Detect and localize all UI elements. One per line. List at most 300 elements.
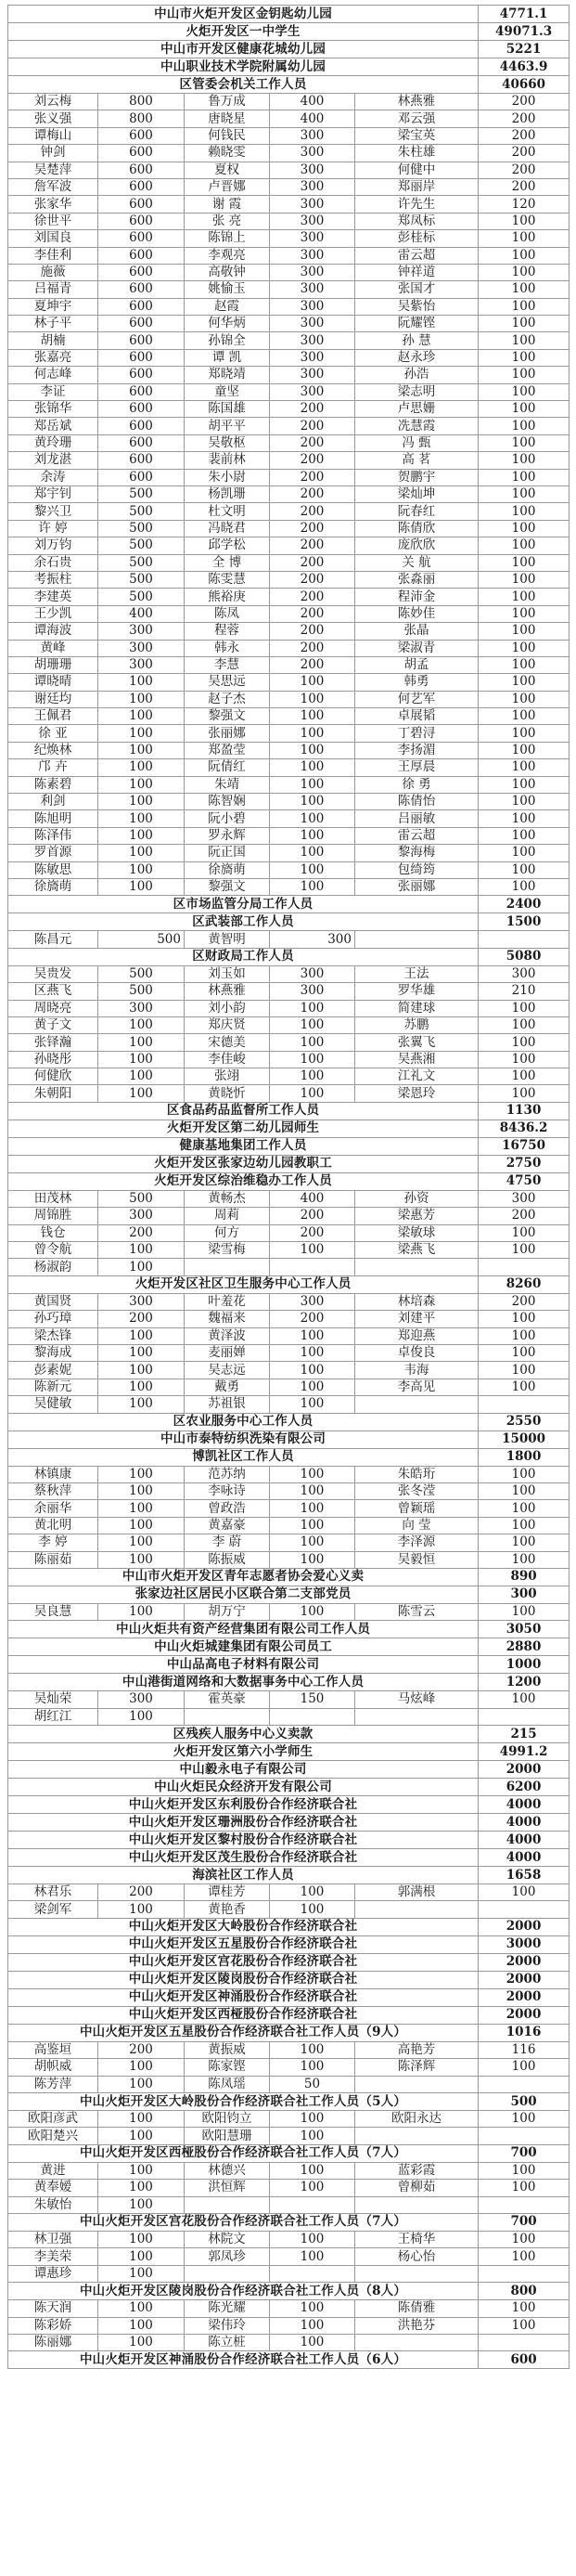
section-label: 区农业服务中心工作人员: [8, 1413, 479, 1430]
table-row: [8, 2041, 570, 2058]
donor-name-1: 陈新元: [8, 1379, 98, 1395]
donor-amount-1: 100: [98, 1708, 185, 1725]
table-row: [8, 94, 570, 110]
donor-amount-3: 200: [479, 162, 570, 178]
donor-amount-2: 200: [270, 520, 355, 537]
donor-amount-2: 100: [270, 827, 355, 844]
donor-name-3: 阮春红: [355, 503, 479, 520]
section-total: 2000: [479, 1971, 570, 1988]
donor-name-2: 李佳峻: [185, 1051, 270, 1068]
donor-name-3: 钟祥道: [355, 264, 479, 280]
table-row: [8, 1000, 570, 1016]
section-total: 1016: [479, 2024, 570, 2041]
table-row: [8, 708, 570, 725]
section-label: 张家边社区居民小区联合第二支部党员: [8, 1586, 479, 1603]
donor-amount-2: 300: [270, 127, 355, 144]
donor-name-3: [355, 2196, 479, 2213]
donor-amount-3: [479, 2128, 570, 2144]
donor-amount-3: 200: [479, 127, 570, 144]
section-row: [8, 23, 570, 41]
donor-name-1: 考振柱: [8, 571, 98, 588]
donor-amount-1: 600: [98, 469, 185, 485]
section-row: [8, 1413, 570, 1430]
donor-amount-1: 100: [98, 1396, 185, 1413]
donor-amount-1: 600: [98, 332, 185, 349]
donor-amount-2: 200: [270, 1311, 355, 1327]
section-label: 海滨社区工作人员: [8, 1867, 479, 1884]
donor-amount-2: 300: [270, 349, 355, 366]
donor-name-3: 梁燕飞: [355, 1242, 479, 1259]
donor-amount-3: 100: [479, 776, 570, 793]
donor-name-3: 孙 慧: [355, 332, 479, 349]
donation-table-body: [8, 6, 570, 2369]
donor-amount-2: 300: [270, 383, 355, 400]
table-row: [8, 965, 570, 982]
donor-name-1: 郑宇钊: [8, 485, 98, 502]
section-row: [8, 1275, 570, 1293]
donor-name-3: 卢思姗: [355, 401, 479, 418]
donor-amount-1: 600: [98, 418, 185, 434]
table-row: [8, 742, 570, 758]
table-row: [8, 1901, 570, 1918]
donor-name-1: 黎海成: [8, 1345, 98, 1362]
donor-name-2: 黄振威: [185, 2041, 270, 2058]
donor-amount-2: 200: [270, 452, 355, 469]
donor-amount-1: 600: [98, 434, 185, 451]
donor-name-2: 何钱民: [185, 127, 270, 144]
donor-amount-3: 100: [479, 434, 570, 451]
donor-amount-1: 100: [98, 2162, 185, 2179]
donor-name-2: 何方: [185, 1224, 270, 1241]
donor-amount-2: 100: [270, 1327, 355, 1344]
donor-amount-3: 200: [479, 178, 570, 195]
donor-name-3: 雷云超: [355, 247, 479, 264]
table-row: [8, 1051, 570, 1068]
donor-name-3: 陈妙佳: [355, 605, 479, 622]
donor-amount-1: 500: [98, 965, 185, 982]
section-label: 中山火炬开发区西桠股份合作经济联合社工作人员（7人）: [8, 2144, 479, 2162]
donor-name-2: 裴前林: [185, 452, 270, 469]
donor-name-2: 杨凯珊: [185, 485, 270, 502]
table-row: [8, 1311, 570, 1327]
donor-name-3: 郑迎燕: [355, 1327, 479, 1344]
table-row: [8, 1068, 570, 1085]
donor-name-2: 鲁万成: [185, 94, 270, 110]
donor-name-1: 陈旭明: [8, 810, 98, 827]
donor-name-2: 姚愉玉: [185, 281, 270, 298]
donor-name-2: 谢 霞: [185, 196, 270, 213]
donor-name-1: 朱敏怡: [8, 2196, 98, 2213]
donor-amount-1: 600: [98, 383, 185, 400]
donor-name-3: 郑丽岸: [355, 178, 479, 195]
donor-amount-1: 600: [98, 196, 185, 213]
section-row: [8, 1743, 570, 1761]
donor-amount-2: 200: [270, 640, 355, 656]
donor-name-1: 黄奉嫒: [8, 2180, 98, 2196]
donor-name-3: 林培森: [355, 1293, 479, 1310]
donor-name-2: 何华炳: [185, 316, 270, 332]
donor-name-1: 谭梅山: [8, 127, 98, 144]
donor-amount-3: [479, 2196, 570, 2213]
donor-amount-3: 100: [479, 1051, 570, 1068]
donor-name-1: 陈丽娜: [8, 2334, 98, 2350]
donor-amount-2: 100: [270, 2180, 355, 2196]
donor-amount-1: 600: [98, 281, 185, 298]
donor-amount-2: 200: [270, 1224, 355, 1241]
donor-name-2: 童坚: [185, 383, 270, 400]
section-label: 区残疾人服务中心义卖款: [8, 1726, 479, 1743]
donor-name-2: 吴敬枢: [185, 434, 270, 451]
donor-name-2: 曾政浩: [185, 1500, 270, 1517]
table-row: [8, 1224, 570, 1241]
donor-amount-3: 100: [479, 827, 570, 844]
donor-amount-1: 100: [98, 2300, 185, 2317]
donor-amount-3: [479, 2076, 570, 2092]
donor-amount-3: 100: [479, 1884, 570, 1901]
donor-amount-2: 100: [270, 725, 355, 742]
donor-name-1: 孙巧璋: [8, 1311, 98, 1327]
donor-name-3: 吴紫怡: [355, 298, 479, 315]
table-row: [8, 196, 570, 213]
table-row: [8, 878, 570, 895]
donor-amount-1: 100: [98, 2317, 185, 2334]
section-total: 4000: [479, 1796, 570, 1814]
section-label: 区管委会机关工作人员: [8, 76, 479, 94]
donor-amount-1: 600: [98, 247, 185, 264]
donor-amount-3: 100: [479, 878, 570, 895]
donor-name-3: 卓俊良: [355, 1345, 479, 1362]
table-row: [8, 1190, 570, 1207]
donor-name-2: 陈智娴: [185, 794, 270, 810]
donor-amount-2: 100: [270, 1051, 355, 1068]
donor-amount-3: 100: [479, 452, 570, 469]
donor-name-2: 欧阳钧立: [185, 2111, 270, 2128]
section-total: 1130: [479, 1102, 570, 1120]
donor-amount-2: 100: [270, 845, 355, 861]
donor-amount-3: 100: [479, 1379, 570, 1395]
section-label: 中山毅永电子有限公司: [8, 1761, 479, 1779]
donor-amount-3: 100: [479, 2300, 570, 2317]
donor-amount-2: 100: [270, 2334, 355, 2350]
donor-name-1: 许 婷: [8, 520, 98, 537]
donor-amount-2: 100: [270, 742, 355, 758]
donor-amount-3: [479, 1901, 570, 1918]
donor-name-1: 徐世平: [8, 213, 98, 229]
donor-amount-1: 600: [98, 264, 185, 280]
donor-amount-3: 100: [479, 845, 570, 861]
donor-name-3: 张淼丽: [355, 571, 479, 588]
table-row: [8, 434, 570, 451]
donor-amount-2: 300: [270, 931, 355, 948]
donor-amount-2: 200: [270, 537, 355, 554]
donor-amount-1: 100: [98, 2180, 185, 2196]
section-row: [8, 2283, 570, 2300]
donor-amount-2: 100: [270, 2111, 355, 2128]
donor-name-1: 陈素碧: [8, 776, 98, 793]
donor-name-2: 韩永: [185, 640, 270, 656]
donor-name-2: 林院文: [185, 2231, 270, 2247]
donor-amount-2: 200: [270, 623, 355, 640]
donor-amount-1: 100: [98, 776, 185, 793]
section-row: [8, 1918, 570, 1935]
table-row: [8, 332, 570, 349]
donor-amount-2: 200: [270, 503, 355, 520]
section-row: [8, 1674, 570, 1691]
table-row: [8, 810, 570, 827]
donor-name-2: 霍英豪: [185, 1691, 270, 1708]
donor-name-3: [355, 1708, 479, 1725]
donor-name-3: 程沛金: [355, 589, 479, 605]
donor-amount-3: 100: [479, 1224, 570, 1241]
donor-name-1: 吴良慧: [8, 1603, 98, 1620]
donor-amount-3: 100: [479, 281, 570, 298]
donor-name-1: 谢廷均: [8, 691, 98, 707]
donor-amount-1: 600: [98, 316, 185, 332]
table-row: [8, 2059, 570, 2076]
donor-amount-3: 100: [479, 1345, 570, 1362]
donor-name-2: 夏权: [185, 162, 270, 178]
donor-amount-1: 100: [98, 1603, 185, 1620]
section-total: 700: [479, 2144, 570, 2162]
donor-name-3: 梁淑青: [355, 640, 479, 656]
donor-amount-2: 100: [270, 2059, 355, 2076]
donor-amount-1: 100: [98, 759, 185, 776]
section-row: [8, 1155, 570, 1172]
donor-amount-1: 100: [98, 2231, 185, 2247]
table-row: [8, 1259, 570, 1275]
donor-name-3: 胡孟: [355, 656, 479, 673]
donor-amount-1: 100: [98, 1901, 185, 1918]
donor-name-2: 陈家铿: [185, 2059, 270, 2076]
donor-name-1: 高鉴垣: [8, 2041, 98, 2058]
donor-amount-3: 100: [479, 213, 570, 229]
donor-amount-2: 300: [270, 264, 355, 280]
donor-name-3: 庞欣欣: [355, 537, 479, 554]
section-total: 8436.2: [479, 1120, 570, 1137]
donor-name-1: 何健欣: [8, 1068, 98, 1085]
section-row: [8, 41, 570, 58]
donor-amount-1: 500: [98, 1190, 185, 1207]
table-row: [8, 1345, 570, 1362]
donor-name-2: 叶羞花: [185, 1293, 270, 1310]
section-label: 中山市泰特纺织洗染有限公司: [8, 1430, 479, 1448]
section-row: [8, 1621, 570, 1638]
donor-name-1: 余丽华: [8, 1500, 98, 1517]
donor-amount-3: 100: [479, 485, 570, 502]
donor-amount-2: 200: [270, 605, 355, 622]
section-row: [8, 2351, 570, 2369]
donor-name-3: 马炫峰: [355, 1691, 479, 1708]
table-row: [8, 589, 570, 605]
donor-name-2: [185, 1259, 270, 1275]
section-total: 1658: [479, 1867, 570, 1884]
section-label: 区武装部工作人员: [8, 913, 479, 931]
donor-name-2: 陈国雄: [185, 401, 270, 418]
donor-name-3: 丁碧浔: [355, 725, 479, 742]
donor-name-3: 梁灿坤: [355, 485, 479, 502]
donor-name-3: 陈倩欣: [355, 520, 479, 537]
donor-amount-1: 300: [98, 656, 185, 673]
section-label: 中山火炬开发区东利股份合作经济联合社: [8, 1796, 479, 1814]
donor-name-3: 吴毅恒: [355, 1551, 479, 1568]
section-total: 500: [479, 2093, 570, 2111]
donor-name-3: 李泽源: [355, 1534, 479, 1551]
section-total: 5080: [479, 948, 570, 965]
donor-amount-1: 100: [98, 2128, 185, 2144]
donor-amount-1: 100: [98, 2111, 185, 2128]
section-row: [8, 948, 570, 965]
donor-name-3: 孙浩: [355, 367, 479, 383]
donor-amount-2: 300: [270, 196, 355, 213]
table-row: [8, 759, 570, 776]
section-total: 800: [479, 2283, 570, 2300]
donor-name-1: 吴灿荣: [8, 1691, 98, 1708]
donor-amount-3: [479, 2334, 570, 2350]
donor-amount-3: 100: [479, 759, 570, 776]
donor-name-1: 胡珊珊: [8, 656, 98, 673]
donor-amount-1: 500: [98, 983, 185, 1000]
table-row: [8, 640, 570, 656]
donor-name-3: 高 茗: [355, 452, 479, 469]
section-total: 2000: [479, 2006, 570, 2024]
section-row: [8, 1586, 570, 1603]
donor-name-3: 包绮筠: [355, 861, 479, 878]
section-label: 健康基地集团工作人员: [8, 1137, 479, 1155]
donor-name-1: 郑岳斌: [8, 418, 98, 434]
donor-name-3: 梁宝英: [355, 127, 479, 144]
section-total: 4463.9: [479, 58, 570, 76]
donor-name-3: 苏鹏: [355, 1016, 479, 1033]
donor-amount-1: 100: [98, 1068, 185, 1085]
section-label: 中山火炬开发区黎村股份合作经济联合社: [8, 1832, 479, 1849]
table-row: [8, 110, 570, 127]
donor-name-2: 郑晓靖: [185, 367, 270, 383]
section-total: 2400: [479, 896, 570, 913]
donor-amount-2: 100: [270, 691, 355, 707]
donor-amount-1: 100: [98, 1034, 185, 1051]
section-total: 600: [479, 2351, 570, 2369]
donor-amount-1: 300: [98, 640, 185, 656]
donor-amount-3: 100: [479, 794, 570, 810]
donor-name-2: 黄嘉豪: [185, 1517, 270, 1534]
donor-name-3: [355, 2128, 479, 2144]
donor-amount-2: 100: [270, 1362, 355, 1379]
section-total: 2550: [479, 1413, 570, 1430]
donor-name-2: 戴勇: [185, 1379, 270, 1395]
donor-name-1: 谭海波: [8, 623, 98, 640]
table-row: [8, 178, 570, 195]
table-row: [8, 316, 570, 332]
donor-name-3: 卓展韬: [355, 708, 479, 725]
donor-name-2: 刘小韵: [185, 1000, 270, 1016]
donor-amount-3: 120: [479, 196, 570, 213]
table-row: [8, 1034, 570, 1051]
donor-name-1: 张嘉亮: [8, 349, 98, 366]
donor-amount-3: 100: [479, 316, 570, 332]
donor-name-1: 林镇康: [8, 1466, 98, 1482]
table-row: [8, 2076, 570, 2092]
donor-name-2: 陈凤瑶: [185, 2076, 270, 2092]
donor-amount-3: 100: [479, 1466, 570, 1482]
donor-amount-1: 500: [98, 537, 185, 554]
donor-name-1: 李建英: [8, 589, 98, 605]
donor-amount-3: 200: [479, 94, 570, 110]
donor-name-3: [355, 1396, 479, 1413]
donor-name-3: 黎海梅: [355, 845, 479, 861]
section-total: 890: [479, 1568, 570, 1586]
donor-amount-3: 100: [479, 1500, 570, 1517]
donor-amount-3: 300: [479, 1190, 570, 1207]
donor-name-2: 李观亮: [185, 247, 270, 264]
table-row: [8, 1603, 570, 1620]
donor-name-1: 王佩君: [8, 708, 98, 725]
section-row: [8, 1448, 570, 1466]
section-total: 1200: [479, 1674, 570, 1691]
donor-name-1: 区燕飞: [8, 983, 98, 1000]
table-row: [8, 2248, 570, 2265]
donor-name-1: 梁杰锋: [8, 1327, 98, 1344]
table-row: [8, 1293, 570, 1310]
donor-name-1: 李美荣: [8, 2248, 98, 2265]
donor-name-2: 张 亮: [185, 213, 270, 229]
section-label: 火炬开发区第六小学师生: [8, 1743, 479, 1761]
donor-name-3: 阮耀铿: [355, 316, 479, 332]
donor-name-2: 洪恒辉: [185, 2180, 270, 2196]
donor-name-1: 林卫强: [8, 2231, 98, 2247]
donor-name-2: 麦丽婵: [185, 1345, 270, 1362]
table-row: [8, 2180, 570, 2196]
table-row: [8, 691, 570, 707]
donor-name-2: 高敬钟: [185, 264, 270, 280]
donor-amount-1: 500: [98, 485, 185, 502]
table-row: [8, 418, 570, 434]
donor-amount-2: 200: [270, 469, 355, 485]
donor-amount-3: 100: [479, 1482, 570, 1499]
donor-amount-3: 100: [479, 2162, 570, 2179]
donor-name-3: 吴燕湘: [355, 1051, 479, 1068]
donor-amount-2: 100: [270, 759, 355, 776]
donor-name-1: 徐旖萌: [8, 878, 98, 895]
section-row: [8, 1971, 570, 1988]
donor-amount-3: 100: [479, 605, 570, 622]
donor-amount-1: 500: [98, 571, 185, 588]
donor-name-2: 欧阳慧珊: [185, 2128, 270, 2144]
donor-name-3: 孙资: [355, 1190, 479, 1207]
donor-name-2: 陈雯慧: [185, 571, 270, 588]
donor-amount-2: 200: [270, 434, 355, 451]
section-label: 中山职业技术学院附属幼儿园: [8, 58, 479, 76]
table-row: [8, 503, 570, 520]
donor-name-1: 何志峰: [8, 367, 98, 383]
section-label: 中山火炬开发区珊洲股份合作经济联合社: [8, 1814, 479, 1832]
donor-amount-2: 300: [270, 178, 355, 195]
donor-amount-3: 100: [479, 623, 570, 640]
donor-amount-3: 100: [479, 1034, 570, 1051]
donor-name-2: 陈立桩: [185, 2334, 270, 2350]
donor-name-1: 王少凯: [8, 605, 98, 622]
donor-amount-3: 100: [479, 1242, 570, 1259]
section-label: 中山火炬开发区大岭股份合作经济联合社工作人员（5人）: [8, 2093, 479, 2111]
donor-name-2: 熊裕庚: [185, 589, 270, 605]
section-total: 15000: [479, 1430, 570, 1448]
section-total: 5221: [479, 41, 570, 58]
donor-amount-1: 800: [98, 110, 185, 127]
section-total: 49071.3: [479, 23, 570, 41]
section-row: [8, 1953, 570, 1971]
donor-name-1: 陈丽茹: [8, 1551, 98, 1568]
donor-amount-3: 100: [479, 1551, 570, 1568]
donor-amount-2: 200: [270, 418, 355, 434]
